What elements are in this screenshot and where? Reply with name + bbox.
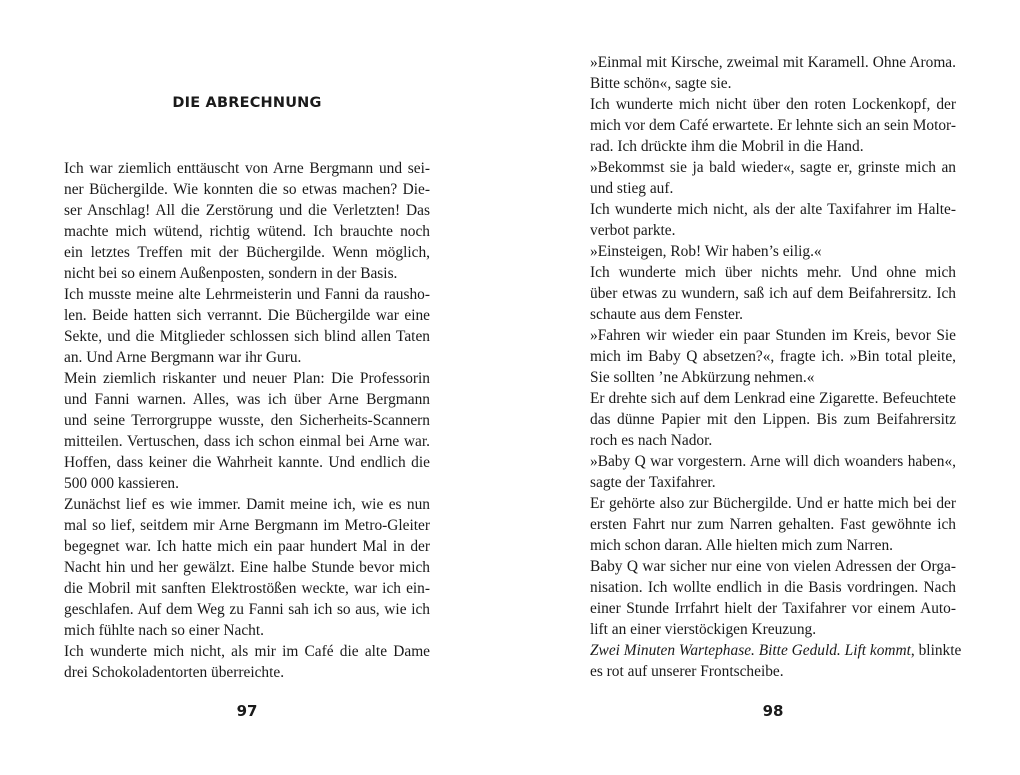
page-number-right: 98 bbox=[762, 702, 784, 720]
text-line: 500 000 kassieren. bbox=[64, 475, 179, 492]
text-line: Ich wunderte mich nicht, als der alte Taxifahrer im Halte- bbox=[590, 201, 956, 218]
text-line: mich vor dem Café erwartete. Er lehnte sich an sein Motor- bbox=[590, 117, 956, 134]
text-line: Zunächst lief es wie immer. Damit meine ich, wie es nun bbox=[64, 496, 430, 513]
text-line: nicht bei so einem Außenposten, sondern in der Basis. bbox=[64, 265, 398, 282]
text-line: »Bekommst sie ja bald wieder«, sagte er, grinste mich an bbox=[590, 159, 956, 176]
text-line: Ich wunderte mich nicht, als mir im Café die alte Dame bbox=[64, 643, 430, 660]
text-line: ein letztes Treffen mit der Büchergilde. Wenn möglich, bbox=[64, 244, 430, 261]
text-line: len. Beide hatten sich verrannt. Die Büchergilde war eine bbox=[64, 307, 430, 324]
text-line: geschlafen. Auf dem Weg zu Fanni sah ich so aus, wie ich bbox=[64, 601, 430, 618]
text-line: Baby Q war sicher nur eine von vielen Adressen der Orga- bbox=[590, 558, 956, 575]
text-line: an. Und Arne Bergmann war ihr Guru. bbox=[64, 349, 302, 366]
text-line: »Baby Q war vorgestern. Arne will dich woanders haben«, bbox=[590, 453, 956, 470]
text-line: Er gehörte also zur Büchergilde. Und er hatte mich bei der bbox=[590, 495, 956, 512]
text-line: und stieg auf. bbox=[590, 180, 674, 197]
text-line: mich im Baby Q absetzen?«, fragte ich. »Bin total pleite, bbox=[590, 348, 956, 365]
page-number-left: 97 bbox=[236, 702, 258, 720]
text-line: Er drehte sich auf dem Lenkrad eine Zigarette. Befeuchtete bbox=[590, 390, 956, 407]
text-line: lift an einer vierstöckigen Kreuzung. bbox=[590, 621, 817, 638]
text-line: »Fahren wir wieder ein paar Stunden im Kreis, bevor Sie bbox=[590, 327, 956, 344]
text-line: »Einmal mit Kirsche, zweimal mit Karamell. Ohne Aroma. bbox=[590, 54, 956, 71]
text-line: ner Büchergilde. Wie konnten die so etwas machen? Die- bbox=[64, 181, 430, 198]
text-line: und seine Terrorgruppe wusste, den Sicherheits-Scannern bbox=[64, 412, 430, 429]
text-line: roch es nach Nador. bbox=[590, 432, 713, 449]
text-rest: , blinkte bbox=[910, 642, 962, 659]
text-line: sagte der Taxifahrer. bbox=[590, 474, 716, 491]
text-line: Ich wunderte mich über nichts mehr. Und ohne mich bbox=[590, 264, 956, 281]
text-line: verbot parkte. bbox=[590, 222, 676, 239]
text-line: rad. Ich drückte ihm die Mobril in die Hand. bbox=[590, 138, 864, 155]
text-line: begegnet war. Ich hatte mich ein paar hundert Mal in der bbox=[64, 538, 430, 555]
text-line: Hoffen, dass keiner die Wahrheit kannte. Und endlich die bbox=[64, 454, 430, 471]
text-line: und Fanni warnen. Alles, was ich über Arne Bergmann bbox=[64, 391, 430, 408]
text-line: Ich musste meine alte Lehrmeisterin und Fanni da rausho- bbox=[64, 286, 430, 303]
text-line: Nacht hin und her gewälzt. Eine halbe Stunde bevor mich bbox=[64, 559, 430, 576]
text-line: nisation. Ich wollte endlich in die Basis vordringen. Nach bbox=[590, 579, 956, 596]
text-line: mich schon daran. Alle hielten mich zum Narren. bbox=[590, 537, 894, 554]
chapter-title: DIE ABRECHNUNG bbox=[172, 95, 322, 111]
text-line: mal so lief, seitdem mir Arne Bergmann im Metro-Gleiter bbox=[64, 517, 430, 534]
text-line: Sekte, und die Mitglieder schlossen sich blind allen Taten bbox=[64, 328, 430, 345]
text-line: Ich wunderte mich nicht über den roten Lockenkopf, der bbox=[590, 96, 956, 113]
text-line: Ich war ziemlich enttäuscht von Arne Bergmann und sei- bbox=[64, 160, 430, 177]
text-line: ser Anschlag! All die Zerstörung und die Verletzten! Das bbox=[64, 202, 430, 219]
text-line: einer Stunde Irrfahrt hielt der Taxifahrer vor einem Auto- bbox=[590, 600, 956, 617]
text-line: »Einsteigen, Rob! Wir haben’s eilig.« bbox=[590, 243, 822, 260]
right-page-body-text bbox=[590, 52, 962, 682]
text-line: Bitte schön«, sagte sie. bbox=[590, 75, 732, 92]
italic-text: Zwei Minuten Wartephase. Bitte Geduld. Lift kommt bbox=[590, 642, 911, 659]
text-line: mitteilen. Vertuschen, dass ich schon einmal bei Arne war. bbox=[64, 433, 430, 450]
text-line bbox=[590, 640, 962, 661]
text-line: Mein ziemlich riskanter und neuer Plan: Die Professorin bbox=[64, 370, 430, 387]
text-line: schaute aus dem Fenster. bbox=[590, 306, 744, 323]
text-line: ersten Fahrt nur zum Narren gehalten. Fast gewöhnte ich bbox=[590, 516, 956, 533]
text-line: Sie sollten ’ne Abkürzung nehmen.« bbox=[590, 369, 815, 386]
text-line: machte mich wütend, richtig wütend. Ich brauchte noch bbox=[64, 223, 430, 240]
text-line: drei Schokoladentorten überreichte. bbox=[64, 664, 285, 681]
text-line: über etwas zu wundern, saß ich auf dem Beifahrersitz. Ich bbox=[590, 285, 956, 302]
text-line: mich fühlte nach so einer Nacht. bbox=[64, 622, 265, 639]
left-page-body-text bbox=[64, 158, 430, 683]
text-line: die Mobril mit sanften Elektrostößen weckte, war ich ein- bbox=[64, 580, 430, 597]
text-line: es rot auf unserer Frontscheibe. bbox=[590, 663, 784, 680]
text-line: das dünne Papier mit den Lippen. Bis zum Beifahrersitz bbox=[590, 411, 956, 428]
